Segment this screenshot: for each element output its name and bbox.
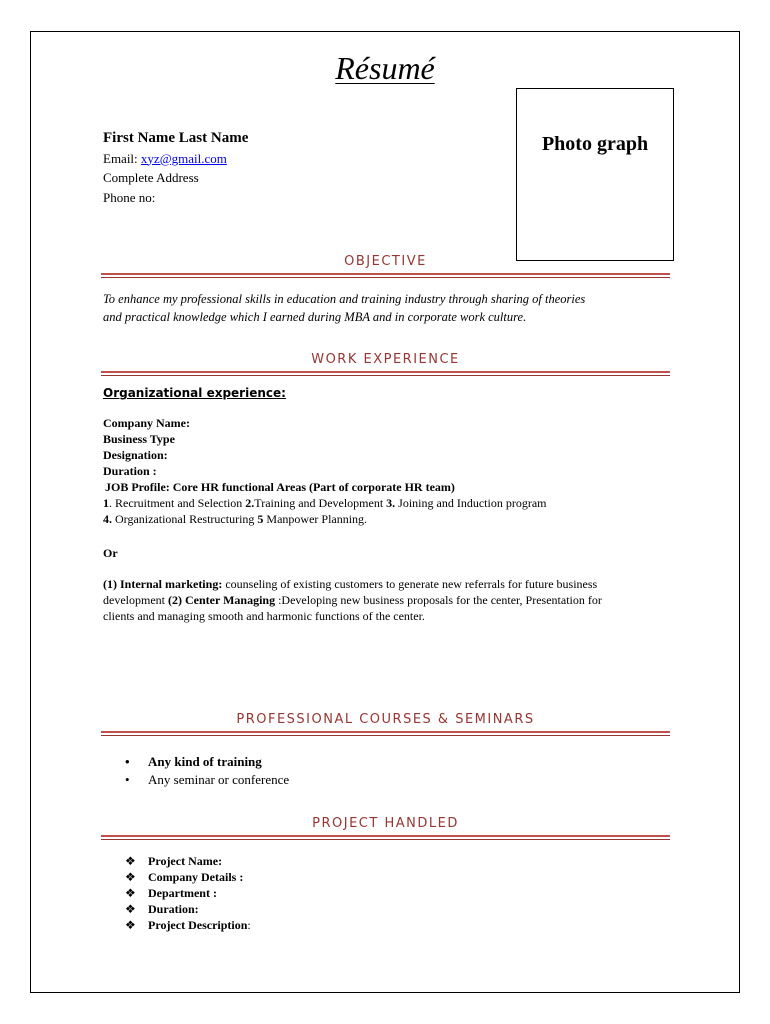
list-num: 4. <box>103 512 112 526</box>
alt-line-1 <box>103 576 673 592</box>
job-list-line-2 <box>103 511 546 527</box>
project-item <box>125 869 251 885</box>
alt-experience <box>103 576 673 624</box>
list-num: 1 <box>103 496 109 510</box>
project-item-label: Project Name: <box>148 854 223 868</box>
diamond-bullet-icon: ❖ <box>125 854 136 868</box>
course-item <box>125 771 289 789</box>
project-item-label: Duration: <box>148 902 199 916</box>
objective-section-header <box>101 254 670 278</box>
bullet-dot-icon: • <box>125 772 130 787</box>
diamond-bullet-icon: ❖ <box>125 902 136 916</box>
project-desc-suffix: : <box>247 918 251 932</box>
list-text: Training and Development <box>254 496 387 510</box>
list-text: Manpower Planning. <box>263 512 368 526</box>
section-rule <box>101 273 670 278</box>
courses-list <box>125 753 289 789</box>
course-item-label: Any kind of training <box>148 754 262 769</box>
candidate-name: First Name Last Name <box>103 130 249 146</box>
courses-heading: PROFESSIONAL COURSES & SEMINARS <box>236 712 535 727</box>
project-item <box>125 901 251 917</box>
email-line <box>103 149 248 169</box>
project-item <box>125 885 251 901</box>
course-item-label: Any seminar or conference <box>148 772 290 787</box>
center-managing-text: :Developing new business proposals for the center, Presentation for <box>275 593 602 607</box>
course-item <box>125 753 289 771</box>
projects-heading: PROJECT HANDLED <box>312 816 459 831</box>
objective-line-1: To enhance my professional skills in education and training industry through sharing of theories <box>103 292 586 306</box>
address-line: Complete Address <box>103 170 199 185</box>
project-item-label: Company Details : <box>148 870 244 884</box>
diamond-bullet-icon: ❖ <box>125 918 136 932</box>
diamond-bullet-icon: ❖ <box>125 870 136 884</box>
section-rule <box>101 371 670 376</box>
work-heading: WORK EXPERIENCE <box>311 352 460 367</box>
duration-field: Duration : <box>103 464 157 478</box>
section-rule <box>101 731 670 736</box>
project-item-label: Project Description <box>148 918 248 932</box>
resume-title: Résumé <box>335 50 435 86</box>
project-item <box>125 853 251 869</box>
list-num: 3. <box>386 496 396 510</box>
internal-marketing-label: (1) Internal marketing: <box>103 577 223 591</box>
objective-text <box>103 290 668 326</box>
list-text: . Recruitment and Selection <box>109 496 246 510</box>
photo-label: Photo graph <box>541 133 649 155</box>
bullet-dot-icon: • <box>125 754 130 769</box>
company-name-field: Company Name: <box>103 416 190 430</box>
contact-block <box>103 129 248 207</box>
phone-line: Phone no: <box>103 189 156 205</box>
org-experience-title: Organizational experience: <box>103 386 286 400</box>
email-label: Email: <box>103 150 141 166</box>
objective-line-2: and practical knowledge which I earned during MBA and in corporate work culture. <box>103 310 527 324</box>
email-link[interactable]: xyz@gmail.com <box>140 150 227 166</box>
list-num: 2. <box>245 496 255 510</box>
courses-section-header <box>101 712 670 736</box>
work-section-header <box>101 352 670 376</box>
development-text: development <box>103 593 168 607</box>
list-num: 5 <box>257 512 264 526</box>
projects-section-header <box>101 816 670 840</box>
internal-marketing-text: counseling of existing customers to generate new referrals for future business <box>222 577 598 591</box>
projects-list <box>125 853 251 933</box>
project-item <box>125 917 251 933</box>
or-separator: Or <box>103 546 118 560</box>
section-rule <box>101 835 670 840</box>
project-item-label: Department : <box>148 886 217 900</box>
objective-heading: OBJECTIVE <box>344 254 427 269</box>
center-managing-label: (2) Center Managing <box>167 593 276 607</box>
list-text: Joining and Induction program <box>395 496 547 510</box>
business-type-field: Business Type <box>103 432 175 446</box>
list-text: Organizational Restructuring <box>112 512 258 526</box>
work-details <box>103 415 546 527</box>
job-profile: JOB Profile: Core HR functional Areas (Part of corporate HR team) <box>105 480 455 494</box>
designation-field: Designation: <box>103 448 168 462</box>
alt-line-3: clients and managing smooth and harmonic functions of the center. <box>103 609 425 623</box>
photo-placeholder <box>516 88 674 261</box>
diamond-bullet-icon: ❖ <box>125 886 136 900</box>
alt-line-2 <box>103 592 673 608</box>
job-list-line-1 <box>103 495 546 511</box>
